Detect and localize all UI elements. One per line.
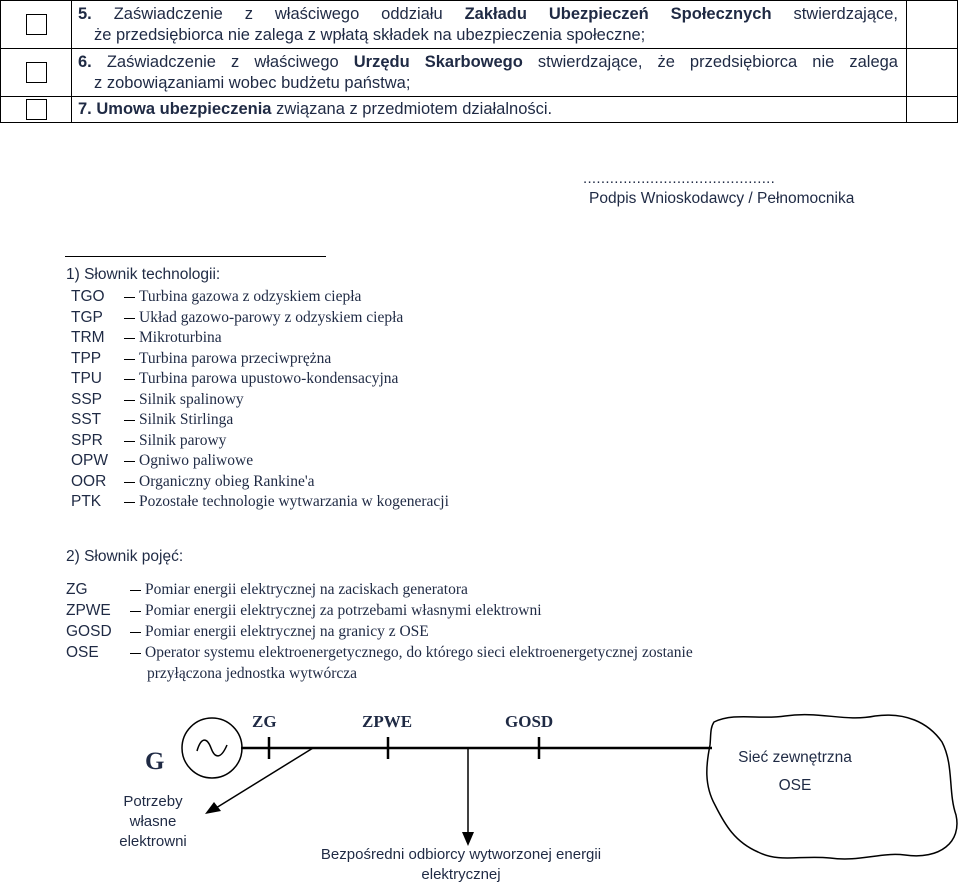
entry-description: Operator systemu elektroenergetycznego, do którego sieci elektroenergetycznej zostanie xyxy=(145,644,693,661)
dictionary-entry xyxy=(66,644,826,665)
entry-description: Turbina parowa upustowo-kondensacyjna xyxy=(139,370,399,387)
network-label-line2: OSE xyxy=(778,777,812,794)
dash xyxy=(130,611,141,612)
item-text: Zaświadczenie z właściwego xyxy=(106,52,354,71)
generator-label: G xyxy=(145,748,165,775)
dictionary-entry xyxy=(66,581,826,602)
entry-code: OPW xyxy=(71,452,109,469)
item-document: Umowa ubezpieczenia xyxy=(96,100,272,118)
dictionary-entry xyxy=(71,411,571,432)
signature-line: ........................................... xyxy=(583,170,776,187)
dictionary-entry xyxy=(66,602,826,623)
entry-code: ZG xyxy=(66,581,88,598)
entry-code: SST xyxy=(71,411,102,428)
technology-dictionary xyxy=(71,288,571,514)
dash xyxy=(124,420,135,421)
item-text: Zaświadczenie z właściwego oddziału xyxy=(113,4,465,23)
generator-circle xyxy=(182,718,242,778)
entry-description: Pozostałe technologie wytwarzania w kogeneracji xyxy=(139,493,449,510)
item-text: stwierdzające, że przedsiębiorca nie zalega xyxy=(522,52,898,71)
dash xyxy=(130,632,141,633)
item-text: stwierdzające, xyxy=(771,4,899,23)
entry-description: Ogniwo paliwowe xyxy=(139,452,254,469)
terms-dictionary-title: 2) Słownik pojęć: xyxy=(66,548,184,565)
item-text-line2: z zobowiązaniami wobec budżetu państwa; xyxy=(94,73,411,92)
dash xyxy=(130,653,141,654)
entry-description: Silnik parowy xyxy=(139,431,227,449)
dash xyxy=(124,338,135,339)
dictionary-entry xyxy=(71,432,571,453)
entry-code: TGO xyxy=(71,288,105,305)
item-text-line2: że przedsiębiorca nie zalega z wpłatą składek na ubezpieczenia społeczne; xyxy=(94,25,646,44)
entry-description-continuation: przyłączona jednostka wytwórcza xyxy=(147,665,358,682)
entry-code: OSE xyxy=(66,644,99,661)
entry-description: Pomiar energii elektrycznej na granicy z OSE xyxy=(145,623,429,640)
consumers-label-line1: Bezpośredni odbiorcy wytworzonej energii xyxy=(320,846,602,863)
entry-code: PTK xyxy=(71,493,102,510)
dash xyxy=(124,359,135,360)
entry-code: TGP xyxy=(71,308,103,326)
gosd-label: GOSD xyxy=(505,712,554,731)
item-text: związana z przedmiotem działalności. xyxy=(271,100,553,118)
item-number: 7. xyxy=(78,100,92,118)
entry-code: TRM xyxy=(71,329,105,346)
network-label-line1: Sieć zewnętrzna xyxy=(738,749,852,766)
entry-code: TPU xyxy=(71,370,102,387)
attachments-checklist xyxy=(0,0,958,123)
entry-description: Pomiar energii elektrycznej na zaciskach generatora xyxy=(145,581,468,598)
dictionary-entry xyxy=(66,623,826,644)
dash xyxy=(124,482,135,483)
own-needs-line xyxy=(216,748,313,808)
entry-code: SPR xyxy=(71,431,103,449)
checkbox-item-6[interactable] xyxy=(26,62,47,83)
external-network-cloud xyxy=(707,715,957,859)
dictionary-entry xyxy=(71,350,571,371)
arrow-head-icon xyxy=(462,832,474,846)
consumers-label-line2: elektrycznej xyxy=(421,866,501,883)
dash xyxy=(124,502,135,503)
dash xyxy=(124,318,135,319)
arrow-head-icon xyxy=(205,802,221,814)
checklist-item-7 xyxy=(1,97,958,123)
dictionary-entry xyxy=(71,288,571,309)
entry-description: Turbina parowa przeciwprężna xyxy=(139,349,332,367)
item-institution: Urzędu Skarbowego xyxy=(353,52,523,71)
entry-description: Organiczny obieg Rankine'a xyxy=(139,472,315,490)
own-needs-label-line2: własne xyxy=(129,813,177,830)
entry-description: Silnik Stirlinga xyxy=(139,411,234,428)
ac-sine-icon xyxy=(197,740,227,756)
checkbox-item-7[interactable] xyxy=(26,99,47,120)
entry-description: Mikroturbina xyxy=(139,329,222,346)
dictionary-entry xyxy=(71,309,571,330)
own-needs-label-line1: Potrzeby xyxy=(123,793,183,810)
zpwe-label: ZPWE xyxy=(362,712,413,731)
dictionary-entry xyxy=(71,391,571,412)
own-needs-label-line3: elektrowni xyxy=(119,833,187,850)
dictionary-entry-continuation xyxy=(66,665,826,686)
dictionary-entry xyxy=(71,473,571,494)
dictionary-entry xyxy=(71,452,571,473)
terms-dictionary xyxy=(66,581,826,686)
item-institution: Zakładu Ubezpieczeń Społecznych xyxy=(464,4,772,23)
dash xyxy=(124,379,135,380)
entry-code: OOR xyxy=(71,472,107,490)
entry-description: Układ gazowo-parowy z odzyskiem ciepła xyxy=(139,308,404,326)
signature-label: Podpis Wnioskodawcy / Pełnomocnika xyxy=(589,190,855,207)
dash xyxy=(124,441,135,442)
entry-description: Silnik spalinowy xyxy=(139,390,244,408)
dictionary-entry xyxy=(71,370,571,391)
entry-description: Pomiar energii elektrycznej za potrzebami własnymi elektrowni xyxy=(145,602,542,619)
entry-code: GOSD xyxy=(66,623,112,640)
item-number: 6. xyxy=(78,52,92,71)
dash xyxy=(124,297,135,298)
entry-code: SSP xyxy=(71,390,103,408)
dash xyxy=(130,590,141,591)
entry-code: TPP xyxy=(71,349,102,367)
footnote-separator xyxy=(65,256,326,257)
metering-diagram xyxy=(0,700,960,884)
entry-code: ZPWE xyxy=(66,602,111,619)
technology-dictionary-title: 1) Słownik technologii: xyxy=(66,266,221,283)
dash xyxy=(124,461,135,462)
checklist-item-5 xyxy=(1,1,958,49)
checkbox-item-5[interactable] xyxy=(26,14,47,35)
checklist-item-6 xyxy=(1,49,958,97)
item-number: 5. xyxy=(78,4,92,23)
dash xyxy=(124,400,135,401)
dictionary-entry xyxy=(71,329,571,350)
entry-description: Turbina gazowa z odzyskiem ciepła xyxy=(139,288,362,305)
zg-label: ZG xyxy=(252,712,277,731)
dictionary-entry xyxy=(71,493,571,514)
